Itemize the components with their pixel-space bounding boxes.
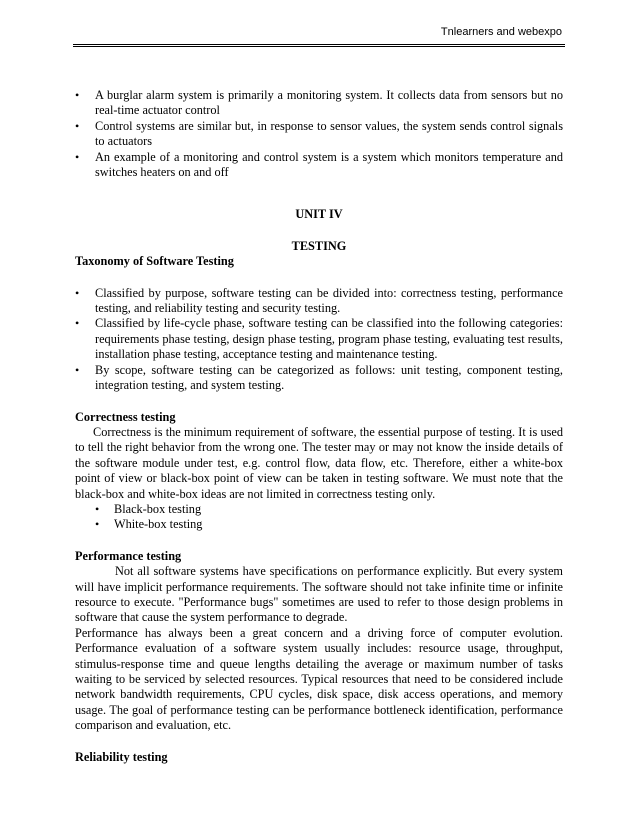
correctness-sub-list [95,502,563,533]
list-item: • White-box testing [95,517,563,532]
performance-paragraph-2: Performance has always been a great concern and a driving force of computer evolution. Performance evaluation of a software system usually includes: resource usage, throughput, stimulus-response time and queue lengths detailing the average or maximum number of tasks waiting to be serviced by selected resources. Typical resources that need to be considered include network bandwidth requirements, CPU cycles, disk space, disk access operations, and memory usage. The goal of performance testing can be performance bottleneck identification, performance comparison and evaluation, etc. [75,625,563,733]
list-item: • An example of a monitoring and control system is a system which monitors temperature and switches heaters on and off [75,150,563,181]
section-heading-correctness: Correctness testing [75,409,176,424]
taxonomy-bullet-list [75,286,563,394]
section-heading-performance: Performance testing [75,548,182,563]
unit-subtitle: TESTING [291,238,347,253]
list-item: • A burglar alarm system is primarily a monitoring system. It collects data from sensors but no real-time actuator control [75,88,563,119]
list-item: • Classified by life-cycle phase, software testing can be classified into the following categories: requirements phase testing, design phase testing, program phase testing, evaluating test results, installation phase testing, acceptance testing and maintenance testing. [75,316,563,362]
section-heading-taxonomy: Taxonomy of Software Testing [75,254,234,269]
list-item: • Black-box testing [95,502,563,517]
page-content [75,88,563,765]
performance-paragraph-1: Not all software systems have specifications on performance explicitly. But every system will have implicit performance requirements. The software should not take infinite time or infinite resource to execute. "Performance bugs" sometimes are used to refer to those design problems in software that cause the system performance to degrade. [75,564,563,625]
correctness-paragraph: Correctness is the minimum requirement of software, the essential purpose of testing. It is used to tell the right behavior from the wrong one. The tester may or may not know the inside details of the software module under test, e.g. control flow, data flow, etc. Therefore, either a white-box point of view or black-box point of view can be taken in testing software. We must note that the black-box and white-box ideas are not limited in correctness testing only. [75,424,563,501]
list-item: • By scope, software testing can be categorized as follows: unit testing, component testing, integration testing, and system testing. [75,363,563,394]
unit-title: UNIT IV [295,207,343,222]
section-heading-reliability: Reliability testing [75,749,168,764]
header-rule [73,44,565,47]
list-item: • Control systems are similar but, in response to sensor values, the system sends control signals to actuators [75,119,563,150]
page-header: Tnlearners and webexpo [440,26,562,38]
intro-bullet-list [75,88,563,180]
list-item: • Classified by purpose, software testing can be divided into: correctness testing, performance testing, and reliability testing and security testing. [75,286,563,317]
